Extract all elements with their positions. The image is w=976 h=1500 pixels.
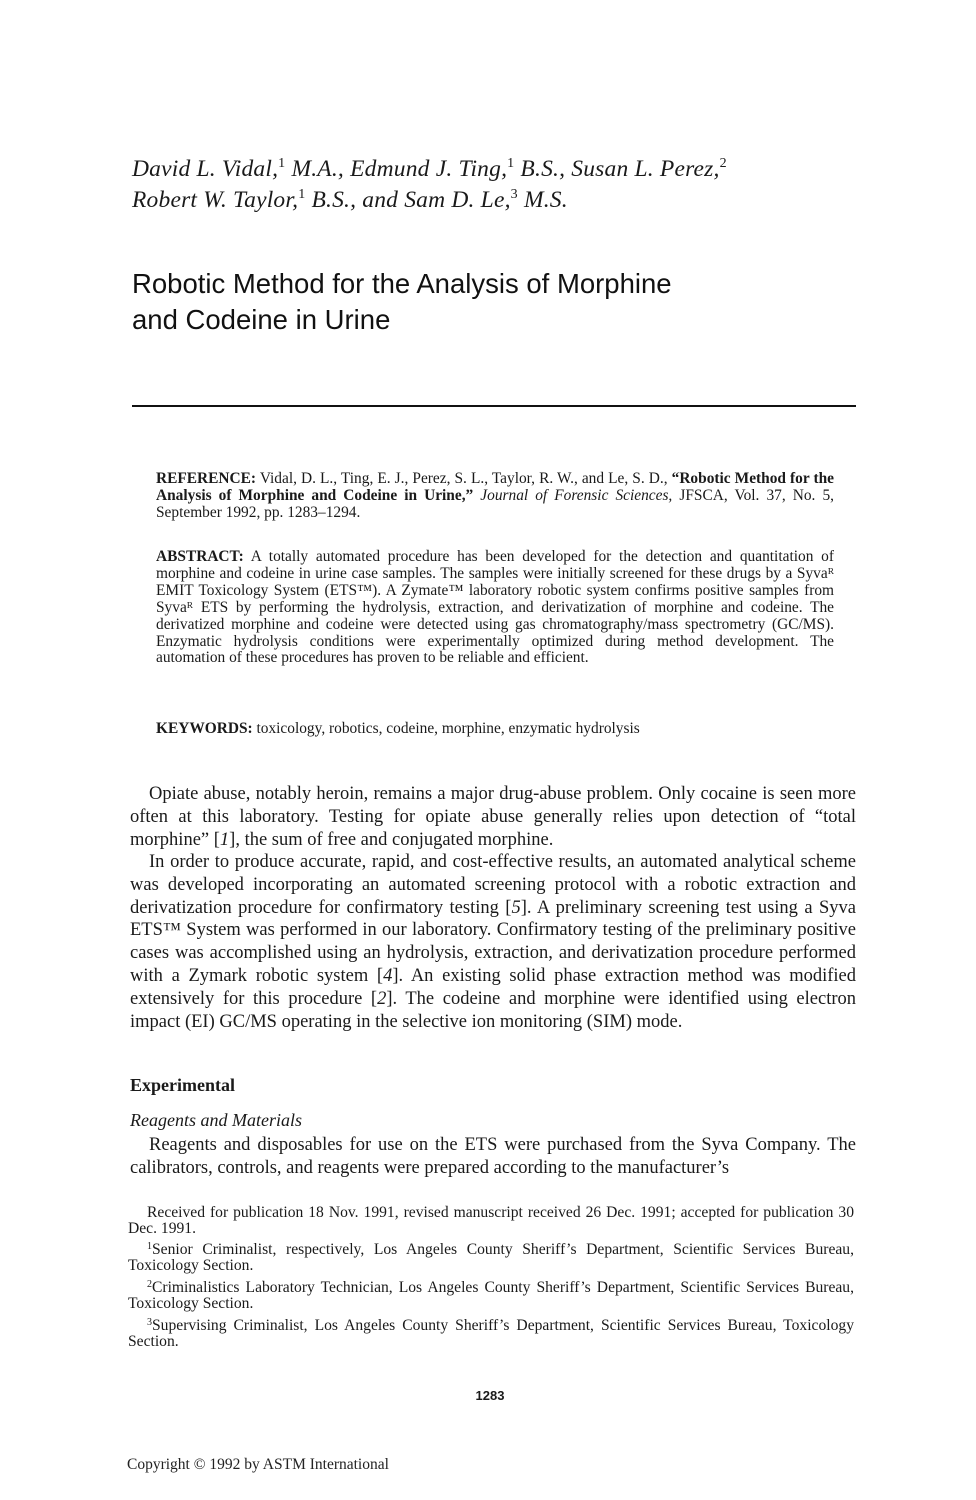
section-heading: Experimental: [130, 1075, 235, 1095]
page-number: 1283: [475, 1388, 505, 1403]
keywords-label: KEYWORDS:: [156, 720, 253, 737]
body-text: ], the sum of free and conjugated morphine.: [229, 829, 554, 850]
body-text: ]. The codeine and morphine were identified using electron impact (EI) GC/MS operating in the selective ion monitoring (SIM) mode.: [130, 988, 856, 1032]
footnote-text: Received for publication 18 Nov. 1991, revised manuscript received 26 Dec. 1991; accepted for publication 30 Dec. 1991.: [128, 1204, 854, 1238]
footnote-marker: 2: [147, 1279, 152, 1290]
affiliation-marker: 1: [278, 156, 286, 171]
abstract-block: [156, 549, 834, 667]
author-degree: B.S.,: [514, 156, 572, 182]
affiliation-marker: 2: [719, 156, 727, 171]
citation-ref: 5: [511, 897, 521, 918]
abstract-text: A totally automated procedure has been developed for the detection and quantitation of morphine and codeine in urine case samples. The samples were initially screened for these drugs by a Syvaᴿ EMIT Toxicology System (ETS™). A Zymate™ laboratory robotic system confirms positive samples from Syvaᴿ ETS by performing the hydrolysis, extraction, and derivatization of morphine and codeine. The derivatized morphine and codeine were detected using gas chromatography/mass spectrometry (GC/MS). Enzymatic hydrolysis conditions were experimentally optimized during method development. The automation of these procedures has proven to be reliable and efficient.: [156, 548, 834, 667]
body-text: ]. An existing solid phase extraction method was modified extensively for this procedure [: [130, 965, 857, 1009]
reference-citation: JFSCA, Vol. 37, No. 5, September 1992, pp. 1283–1294.: [156, 486, 834, 521]
body-text: Opiate abuse, notably heroin, remains a major drug-abuse problem. Only cocaine is seen more often at this laboratory. Testing for opiate abuse generally relies upon detection of “total morphine” [: [130, 784, 856, 850]
footnote-text: Supervising Criminalist, Los Angeles County Sheriff’s Department, Scientific Services Bureau, Toxicology Section.: [128, 1317, 854, 1351]
reference-label: REFERENCE:: [156, 470, 257, 487]
author-name: Susan L. Perez,: [571, 156, 720, 182]
keywords-text: toxicology, robotics, codeine, morphine, enzymatic hydrolysis: [252, 720, 640, 737]
author-name: David L. Vidal,: [132, 156, 279, 182]
body-paragraph: [130, 851, 856, 1033]
author-name: Robert W. Taylor,: [132, 187, 299, 213]
footnote-marker: 1: [147, 1241, 152, 1252]
reference-block: [156, 471, 834, 522]
author-name: Edmund J. Ting,: [350, 156, 508, 182]
author-list: [132, 154, 862, 216]
title-line-2: and Codeine in Urine: [132, 304, 391, 335]
affiliation-marker: 1: [507, 156, 515, 171]
footnote-2: [128, 1280, 854, 1313]
citation-ref: 4: [383, 965, 393, 986]
subsection-heading: Reagents and Materials: [130, 1110, 302, 1130]
author-name: Sam D. Le,: [404, 187, 511, 213]
affiliation-marker: 3: [510, 187, 518, 202]
body-text: ]. A preliminary screening test using a Syva ETS™ System was performed in our laboratory. Confirmatory testing of the preliminary positive cases was accomplished using an hydrolysis, extraction, and derivatization procedure performed with a Zymark robotic system [: [130, 897, 856, 986]
keywords-block: [156, 721, 834, 738]
footnote-text: Criminalistics Laboratory Technician, Los Angeles County Sheriff’s Department, Scientific Services Bureau, Toxicology Section.: [128, 1279, 854, 1313]
author-degree: B.S., and: [305, 187, 405, 213]
reference-article-title: “Robotic Method for the Analysis of Morphine and Codeine in Urine,”: [156, 470, 834, 504]
body-paragraph: [130, 783, 856, 851]
footnote-text: Senior Criminalist, respectively, Los Angeles County Sheriff’s Department, Scientific Services Bureau, Toxicology Section.: [128, 1241, 854, 1275]
reference-journal: Journal of Forensic Sciences,: [473, 486, 673, 504]
author-line-1: [132, 154, 862, 185]
footnote-received: [128, 1205, 854, 1238]
citation-ref: 2: [377, 988, 387, 1009]
body-text: Reagents and disposables for use on the ETS were purchased from the Syva Company. The calibrators, controls, and reagents were prepared according to the manufacturer’s: [130, 1135, 856, 1178]
author-line-2: [132, 185, 862, 216]
reference-text: Vidal, D. L., Ting, E. J., Perez, S. L., Taylor, R. W., and Le, S. D.,: [256, 470, 672, 487]
body-text: In order to produce accurate, rapid, and cost-effective results, an automated analytical scheme was developed incorporating an automated screening protocol with a robotic extraction and derivatization procedure for confirmatory testing [: [130, 852, 856, 918]
footnote-3: [128, 1318, 854, 1351]
author-degree: M.S.: [517, 187, 568, 213]
footnote-1: [128, 1242, 854, 1275]
author-degree: M.A.,: [285, 156, 351, 182]
article-title: [132, 266, 832, 338]
footnote-marker: 3: [147, 1317, 152, 1328]
title-divider: [132, 405, 856, 407]
abstract-label: ABSTRACT:: [156, 548, 244, 565]
affiliation-marker: 1: [298, 187, 306, 202]
citation-ref: 1: [219, 829, 230, 850]
body-paragraph: [130, 1134, 856, 1180]
title-line-1: Robotic Method for the Analysis of Morphine: [132, 268, 672, 299]
copyright-notice: Copyright © 1992 by ASTM International: [127, 1456, 389, 1473]
